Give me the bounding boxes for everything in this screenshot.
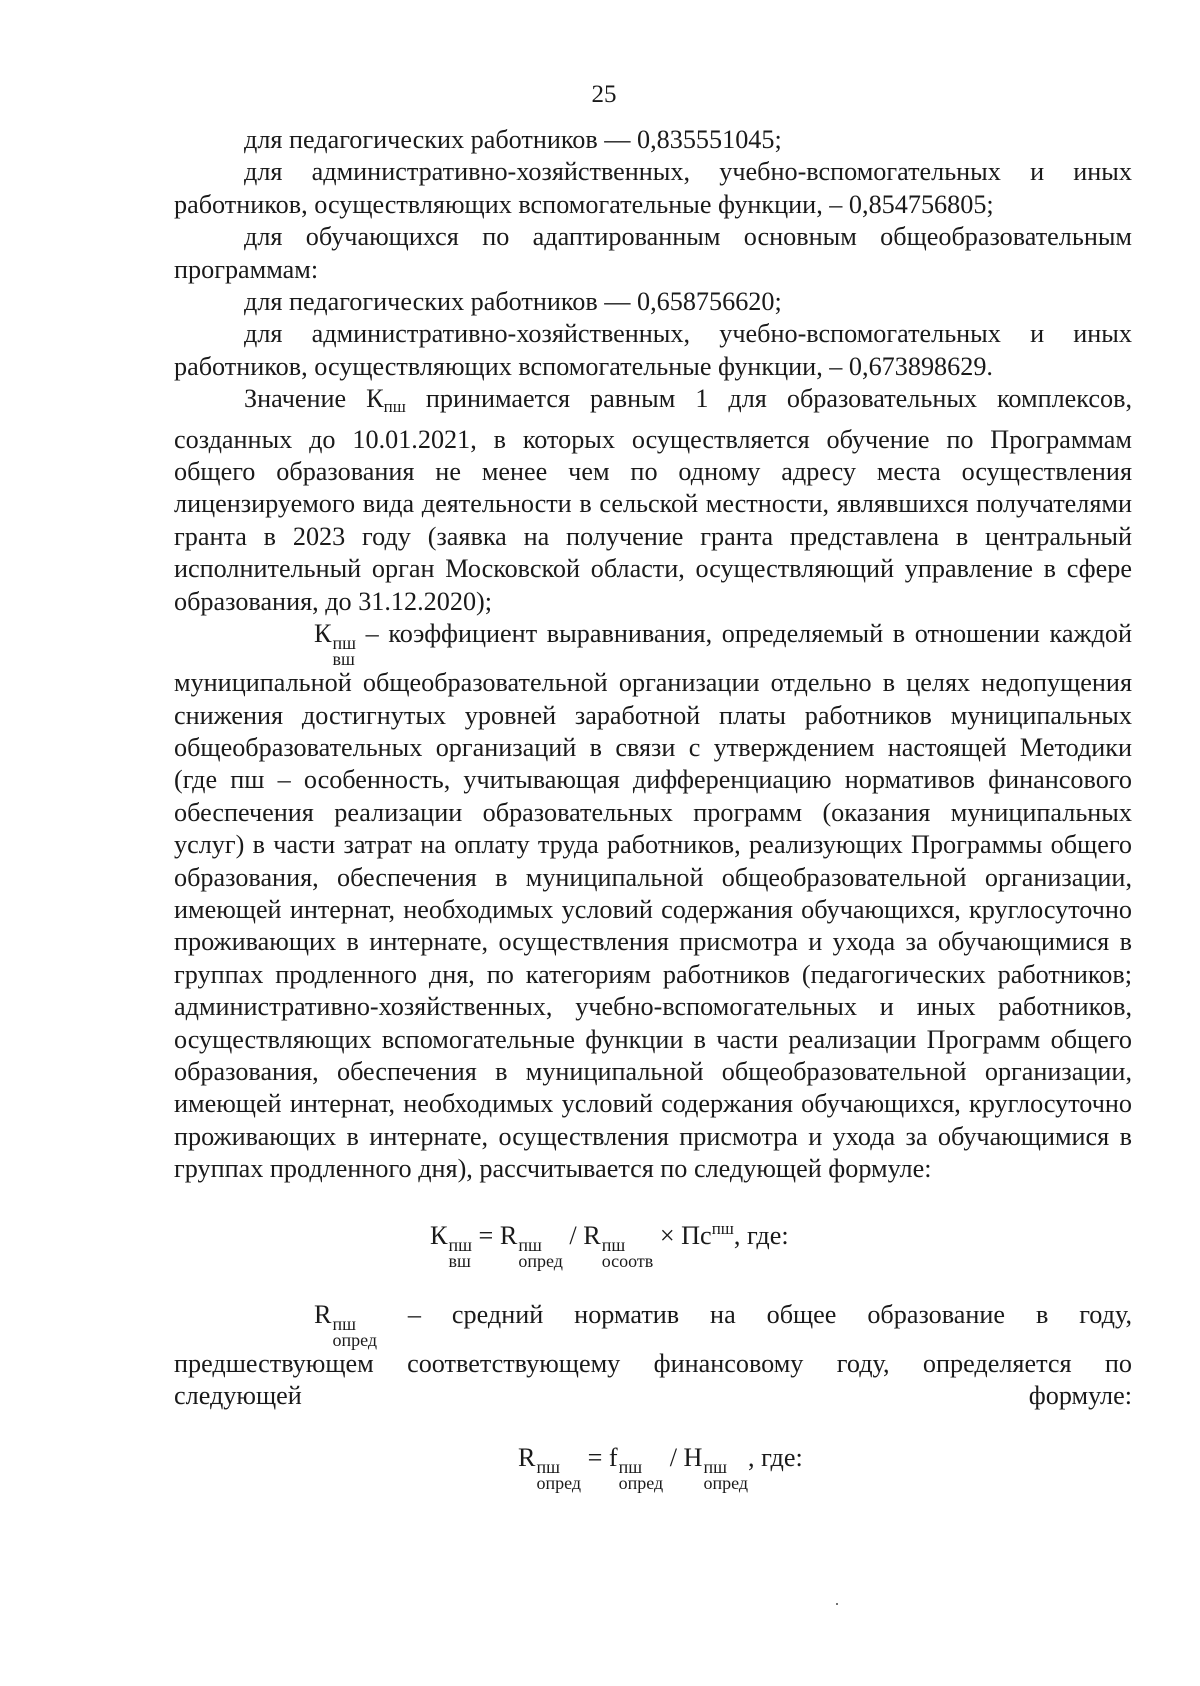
paragraph-kpsh-value (174, 383, 1132, 618)
ropred-symbol: R пш опред (314, 1299, 378, 1350)
kvsh-symbol: К пш вш (314, 619, 356, 670)
formula-kvsh: К пш вш = R пш опред / R пш осоотв × $Пс^{пш}$, где: (430, 1218, 789, 1271)
formula-ropred: R пш опред = f пш опред / Н пш опред , где: (518, 1443, 803, 1494)
kvsh-text: – коэффициент выравнивания, определяемый в отношении каждой муниципальной общеобразовательной организации отдельно в целях недопущения снижения достигнутых уровней заработной платы работников муниципальных общеобразовательных организаций в связи с утверждением настоящей Методики (где пш – особенность, учитывающая дифференциацию нормативов финансового обеспечения реализации образовательных программ (оказания муниципальных услуг) в части затрат на оплату труда работников, реализующих Программы общего образования, обеспечения в муниципальной общеобразовательной организации, имеющей интернат, необходимых условий содержания обучающихся, круглосуточно проживающих в интернате, осуществления присмотра и ухода за обучающимися в группах продленного дня, по категориям работников (педагогических работников; административно-хозяйственных, учебно-вспомогательных и иных работников, осуществляющих вспомогательные функции в части реализации Программ общего образования, обеспечения в муниципальной общеобразовательной организации, имеющей интернат, необходимых условий содержания обучающихся, круглосуточно проживающих в интернате, осуществления присмотра и ухода за обучающимися в группах продленного дня), рассчитывается по следующей формуле: (174, 619, 1132, 1184)
paragraph-ped-coef-2: для педагогических работников — 0,658756620; (244, 287, 782, 317)
kpsh-prefix: Значение К (244, 384, 384, 414)
page-number: 25 (591, 81, 617, 108)
kpsh-text: принимается равным 1 для образовательных комплексов, созданных до 10.01.2021, в которых осуществляется обучение по Программам общего образования не менее чем по одному адресу места осуществления лицензируемого вида деятельности в сельской местности, являвшихся получателями гранта в 2023 году (заявка на получение гранта представлена в центральный исполнительный орган Московской области, осуществляющий управление в сфере образования, до 31.12.2020); (174, 384, 1132, 616)
paragraph-kvsh-definition (174, 618, 1132, 1186)
paragraph-ropred-definition (174, 1299, 1132, 1413)
paragraph-admin-coef-1: для административно-хозяйственных, учебно-вспомогательных и иных работников, осуществляющих вспомогательные функции, – 0,854756805; (174, 157, 1132, 219)
scan-dot-mark (836, 1603, 838, 1605)
paragraph-ped-coef-1: для педагогических работников — 0,835551045; (244, 125, 782, 154)
ropred-text: – средний норматив на общее образование в году, предшествующем соответствующему финансовому году, определяется по следующей формуле: (174, 1299, 1132, 1410)
document-body (174, 124, 1132, 1494)
paragraph-adapted-programs: для обучающихся по адаптированным основным общеобразовательным программам: (174, 222, 1132, 284)
kpsh-subscript: пш (383, 397, 406, 417)
paragraph-admin-coef-2: для административно-хозяйственных, учебно-вспомогательных и иных работников, осуществляющих вспомогательные функции, – 0,673898629. (174, 319, 1132, 381)
